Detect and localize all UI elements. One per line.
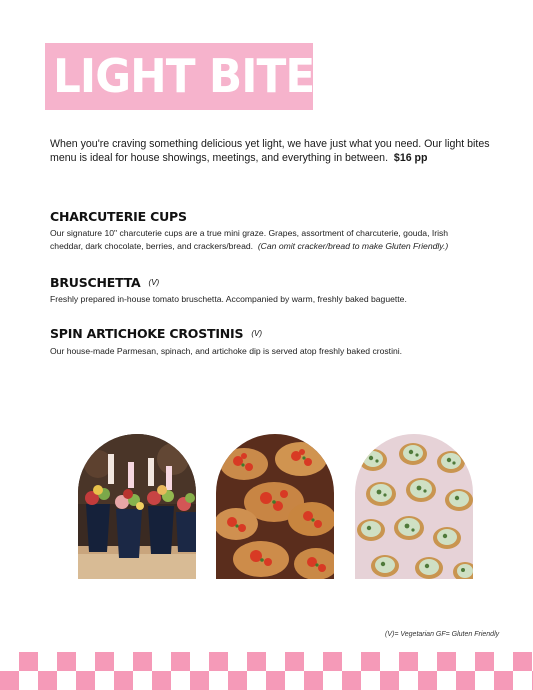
item-description: Our house-made Parmesan, spinach, and artichoke dip is served atop freshly baked crostini. [50,346,403,356]
item-desc-bruschetta [50,293,480,306]
vegetarian-tag: (V) [251,329,262,338]
item-name: BRUSCHETTA [50,275,141,290]
intro-paragraph [50,137,490,165]
intro-text: When you're craving something delicious yet light, we have just what you need. Our light bites menu is ideal for house showings, meetings, and everything in between. [50,138,490,164]
item-name: SPIN ARTICHOKE CROSTINIS [50,326,244,341]
item-title-bruschetta [50,275,159,290]
price-label: $16 pp [393,152,428,164]
page-title: LIGHT BITES [53,49,345,103]
item-title-crostinis [50,326,262,341]
item-desc-crostinis [50,345,480,358]
bruschetta-photo [216,434,334,579]
crostini-photo [355,434,473,579]
charcuterie-photo [78,434,196,579]
checkered-border [0,652,533,690]
vegetarian-tag: (V) [148,278,160,287]
footnote: (V)= Vegetarian GF= Gluten Friendly [385,631,500,638]
item-description: Our signature 10" charcuterie cups are a true mini graze. Grapes, assortment of charcuterie, gouda, Irish cheddar, dark chocolate, berries, and crackers/bread. [50,228,449,251]
item-title-charcuterie [50,209,187,224]
item-note: (Can omit cracker/bread to make Gluten Friendly.) [257,240,449,251]
item-name: CHARCUTERIE CUPS [50,209,187,224]
title-banner [45,43,345,110]
item-desc-charcuterie [50,227,480,252]
item-description: Freshly prepared in-house tomato bruschetta. Accompanied by warm, freshly baked baguette. [50,294,407,304]
